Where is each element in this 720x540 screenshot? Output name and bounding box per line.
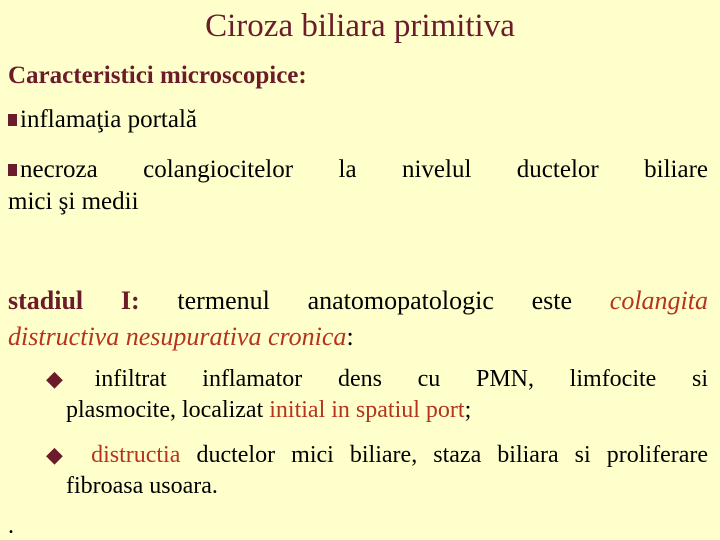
bullet-item-2	[8, 154, 708, 218]
stage-colon: :	[346, 322, 354, 351]
sub1-e: ;	[464, 397, 472, 423]
bullet-item-1	[8, 104, 708, 136]
sub1-a: infiltrat inflamator	[94, 366, 303, 392]
sub1-c: plasmocite, localizat	[66, 397, 270, 423]
bullet-text-2: necroza colangiocitelor la nivelul ductelor biliare	[20, 156, 708, 183]
diamond-bullet-icon: ◆	[46, 442, 73, 467]
sub2-a: distructia	[75, 442, 181, 468]
sub1-d: initial in spatiul port	[269, 397, 465, 423]
diamond-bullet-icon: ◆	[46, 366, 93, 391]
square-bullet-icon	[8, 164, 17, 176]
trailing-dot: .	[8, 513, 14, 539]
bullet-text-1: inflamaţia portală	[20, 106, 198, 133]
sub2-c: fibroasa usoara.	[66, 473, 218, 499]
slide-title: Ciroza biliara primitiva	[205, 8, 515, 44]
sub2-b: ductelor mici biliare, staza biliara si proliferare	[180, 442, 709, 468]
stage-text: termenul anatomopatologic este	[139, 286, 610, 315]
sub-bullet-1	[46, 363, 708, 426]
stage-paragraph	[8, 283, 708, 355]
sub-bullet-2	[46, 439, 708, 502]
stage-term-2: distructiva nesupurativa cronica	[8, 322, 347, 351]
square-bullet-icon	[8, 114, 17, 126]
bullet-text-2-cont: mici şi medii	[8, 188, 139, 215]
stage-term-1: colangita	[609, 286, 708, 315]
section-heading: Caracteristici microscopice:	[8, 62, 307, 89]
sub1-b: dens cu PMN, limfocite si	[337, 366, 709, 392]
stage-label: stadiul I:	[8, 286, 140, 315]
